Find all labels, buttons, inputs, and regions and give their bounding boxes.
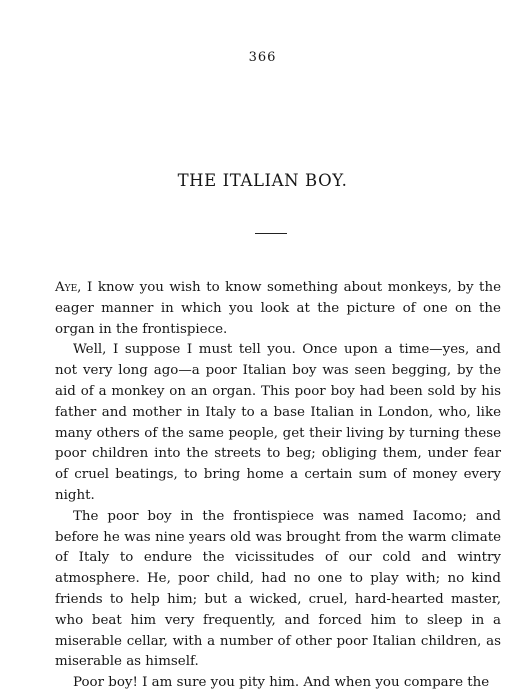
- chapter-title: THE ITALIAN BOY.: [177, 171, 348, 190]
- paragraph-1: [55, 278, 501, 340]
- title-rule: [255, 233, 287, 234]
- paragraph-3: The poor boy in the frontispiece was named Iacomo; and before he was nine years old was brought from the warm climate of Italy to endure the vicissitudes of our cold and wintry atmosphere. He, poor child, had no one to play with; no kind friends to help him; but a wicked, cruel, hard-hearted master, who beat him very frequently, and forced him to sleep in a miserable cellar, with a number of other poor Italian children, as miserable as himself.: [55, 508, 501, 670]
- paragraph-lead-word: Aye,: [55, 280, 82, 295]
- page-number: 366: [248, 50, 277, 65]
- paragraph-1-text: I know you wish to know something about monkeys, by the eager manner in which you look at the picture of one on the organ in the frontispiece.: [55, 280, 501, 337]
- paragraph-2: Well, I suppose I must tell you. Once upon a time—yes, and not very long ago—a poor Italian boy was seen begging, by the aid of a monkey on an organ. This poor boy had been sold by his father and mother in Italy to a base Italian in London, who, like many others of the same people, get their living by turning these poor children into the streets to beg; obliging them, under fear of cruel beatings, to bring home a certain sum of money every night.: [55, 342, 501, 503]
- paragraph-4: Poor boy! I am sure you pity him. And when you compare the: [73, 675, 490, 691]
- body-text: [55, 278, 501, 694]
